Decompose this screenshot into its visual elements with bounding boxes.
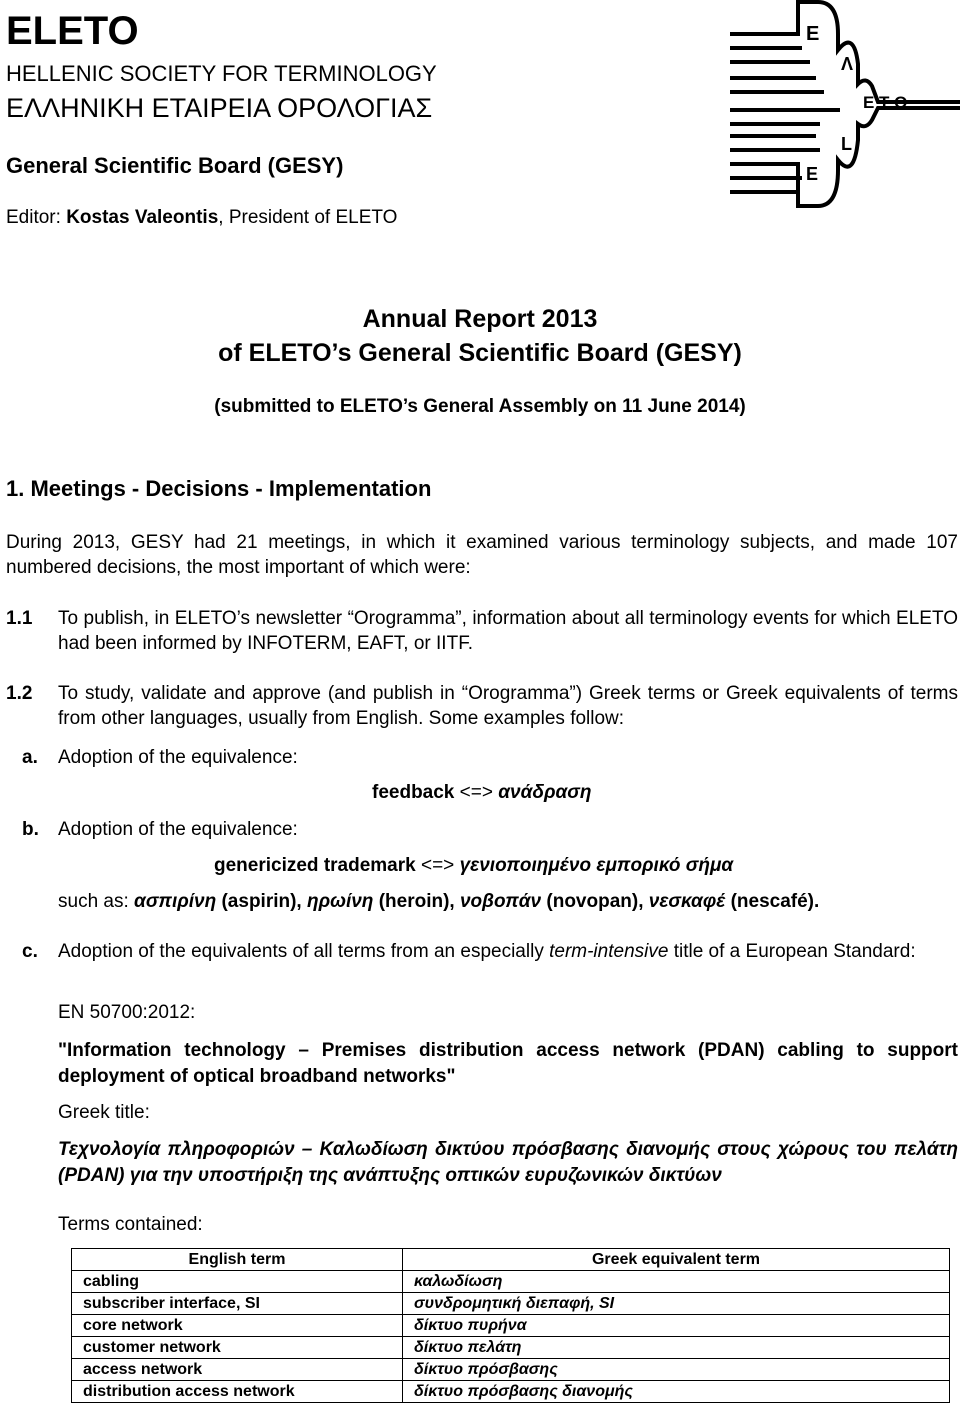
report-title-line2: of ELETO’s General Scientific Board (GESY) [218, 339, 742, 367]
table-header-row [72, 1249, 950, 1271]
equivalence-b [214, 853, 733, 878]
table-row [72, 1293, 950, 1315]
sub-item-a-text: Adoption of the equivalence: [58, 747, 298, 768]
logo-letter-lambda: Λ [841, 54, 854, 74]
standard-title: "Information technology – Premises distribution access network (PDAN) cabling to support deployment of optical broadband networks" [58, 1040, 958, 1087]
english-term-cell: access network [72, 1359, 403, 1381]
example-4-greek: νεσκαφέ [648, 891, 726, 912]
greek-term-cell: καλωδίωση [403, 1271, 950, 1293]
item-1-1-number: 1.1 [6, 608, 33, 629]
sub-item-c-label: c. [22, 941, 38, 962]
editor-name: Kostas Valeontis [66, 207, 219, 228]
item-1-2-text: To study, validate and approve (and publish in “Orogramma”) Greek terms or Greek equivalents of terms from other languages, usually from English. Some examples follow: [58, 683, 958, 729]
table-row [72, 1381, 950, 1403]
greek-term-cell: δίκτυο πρόσβασης διανομής [403, 1381, 950, 1403]
logo-letter-e-top: Ε [806, 23, 820, 45]
english-term-cell: subscriber interface, SI [72, 1293, 403, 1315]
equivalence-b-greek: γενιοποιημένο εμπορικό σήμα [459, 855, 734, 876]
item-1-1-text: To publish, in ELETO’s newsletter “Orogramma”, information about all terminology events for which ELETO had been informed by INFOTERM, EAFT, or IITF. [58, 608, 958, 654]
standard-code: EN 50700:2012: [58, 1002, 196, 1023]
greek-term-cell: δίκτυο πελάτη [403, 1337, 950, 1359]
sub-item-c-text-1: Adoption of the equivalents of all terms from an especially [58, 941, 550, 962]
report-title-line1: Annual Report 2013 [362, 305, 598, 333]
sub-item-c-text-2: title of a European Standard: [668, 941, 916, 962]
logo-outline [730, 2, 960, 206]
equivalence-a-greek: ανάδραση [498, 782, 592, 803]
editor-label: Editor: [6, 207, 61, 228]
report-title [0, 302, 960, 370]
equivalence-b-separator: <=> [415, 855, 460, 876]
sub-item-a-label: a. [22, 747, 38, 768]
terms-label: Terms contained: [58, 1214, 203, 1235]
submission-note: (submitted to ELETO’s General Assembly on 11 June 2014) [214, 396, 746, 417]
greek-title: Τεχνολογία πληροφοριών – Καλωδίωση δικτύου πρόσβασης διανομής στους χώρους του πελάτη (PDAN) για την υποστήριξη της ανάπτυξης οπτικών ευρυζωνικών δικτύων [58, 1139, 958, 1186]
equivalence-b-english: genericized trademark [214, 855, 416, 876]
english-term-cell: core network [72, 1315, 403, 1337]
examples-line [58, 889, 819, 914]
terms-table [71, 1248, 950, 1403]
editor-role: , President of ELETO [218, 207, 398, 228]
table-row [72, 1337, 950, 1359]
logo-letter-e-bottom: E [806, 164, 819, 184]
section-heading: 1. Meetings - Decisions - Implementation [6, 476, 432, 501]
example-1-english: (aspirin), [216, 891, 307, 912]
org-name-greek: ΕΛΛΗΝΙΚΗ ΕΤΑΙΡΕΙΑ ΟΡΟΛΟΓΙΑΣ [6, 93, 433, 123]
example-2-english: (heroin), [373, 891, 460, 912]
table-row [72, 1271, 950, 1293]
section-intro: During 2013, GESY had 21 meetings, in which it examined various terminology subjects, and made 107 numbered decisions, the most important of which were: [6, 532, 958, 578]
table-row [72, 1315, 950, 1337]
org-name-english: HELLENIC SOCIETY FOR TERMINOLOGY [6, 61, 437, 86]
example-4-english: (nescafé). [725, 891, 820, 912]
table-row [72, 1359, 950, 1381]
example-3-english: (novopan), [541, 891, 649, 912]
greek-term-cell: δίκτυο πρόσβασης [403, 1359, 950, 1381]
english-term-cell: distribution access network [72, 1381, 403, 1403]
english-term-cell: customer network [72, 1337, 403, 1359]
logo-letters-eto: Ε Τ Ο [863, 93, 908, 112]
example-2-greek: ηρωίνη [307, 891, 374, 912]
english-term-cell: cabling [72, 1271, 403, 1293]
sub-item-b-label: b. [22, 819, 39, 840]
editor-line [6, 206, 397, 230]
item-1-2-number: 1.2 [6, 683, 33, 704]
column-header-greek: Greek equivalent term [403, 1249, 950, 1271]
greek-term-cell: δίκτυο πυρήνα [403, 1315, 950, 1337]
eleto-logo [720, 0, 960, 208]
sub-item-c-emphasis: term-intensive [549, 941, 669, 962]
board-name: General Scientific Board (GESY) [6, 153, 344, 178]
examples-lead: such as: [58, 891, 135, 912]
equivalence-a-english: feedback [372, 782, 455, 803]
sub-item-b-text: Adoption of the equivalence: [58, 819, 298, 840]
greek-title-label: Greek title: [58, 1102, 150, 1123]
column-header-english: English term [72, 1249, 403, 1271]
example-1-greek: ασπιρίνη [134, 891, 217, 912]
equivalence-a-separator: <=> [454, 782, 499, 803]
equivalence-a [372, 780, 591, 805]
example-3-greek: νοβοπάν [459, 891, 542, 912]
sub-item-c-text [58, 939, 958, 964]
logo-letter-l: L [841, 134, 852, 154]
greek-term-cell: συνδρομητική διεπαφή, SI [403, 1293, 950, 1315]
org-name: ELETO [6, 9, 139, 53]
